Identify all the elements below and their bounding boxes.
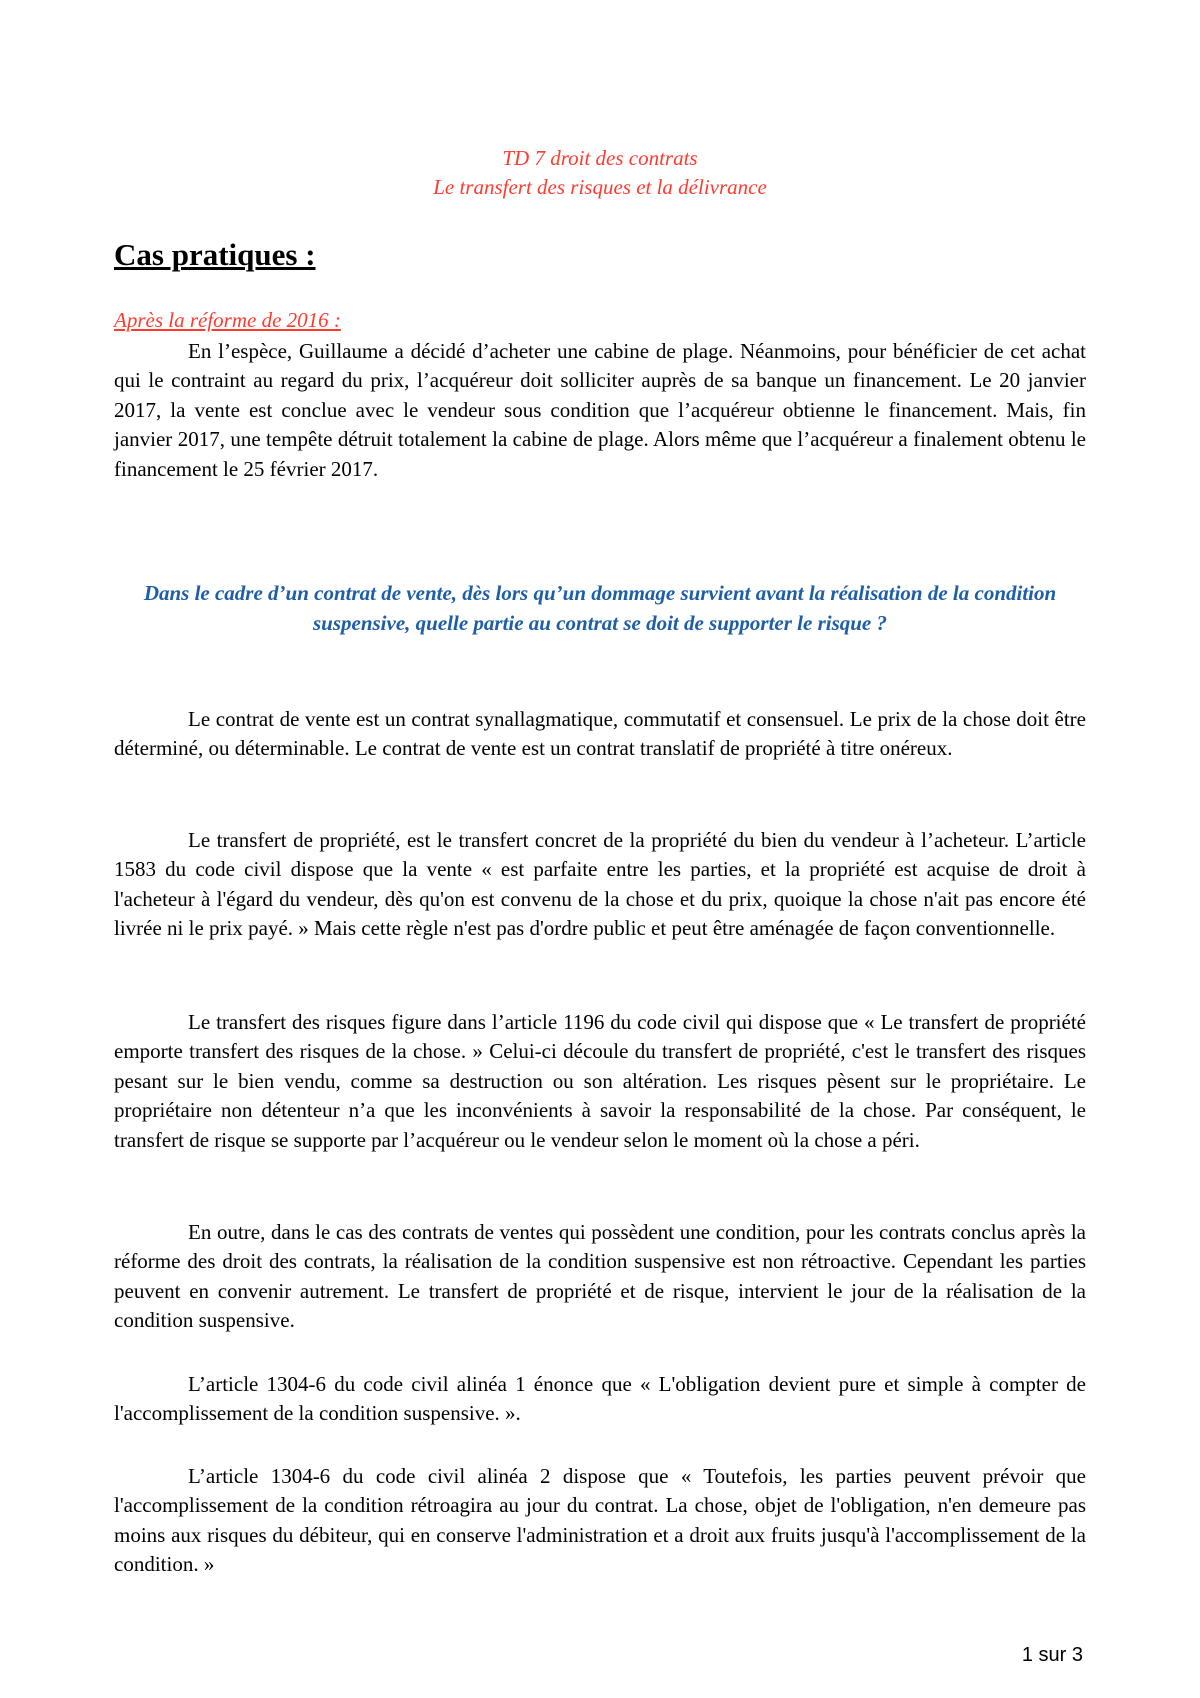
title-line-1: TD 7 droit des contrats <box>502 146 698 170</box>
title-line-2: Le transfert des risques et la délivrance <box>433 175 767 199</box>
paragraph-property-transfer: Le transfert de propriété, est le transfert concret de la propriété du bien du vendeur à l’acheteur. L’article 1583 du code civil dispose que la vente « est parfaite entre les parties, et la propriété est acquise de droit à l'acheteur à l'égard du vendeur, dès qu'on est convenu de la chose et du prix, quoique la chose n'ait pas encore été livrée ni le prix payé. » Mais cette règle n'est pas d'ordre public et peut être aménagée de façon conventionnelle. <box>114 828 1086 941</box>
subheading: Après la réforme de 2016 : <box>114 308 341 332</box>
document-title <box>114 144 1086 202</box>
paragraph-facts: En l’espèce, Guillaume a décidé d’acheter une cabine de plage. Néanmoins, pour bénéficier de cet achat qui le contraint au regard du prix, l’acquéreur doit solliciter auprès de sa banque un financement. Le 20 janvier 2017, la vente est conclue avec le vendeur sous condition que l’acquéreur obtienne le financement. Mais, fin janvier 2017, une tempête détruit totalement la cabine de plage. Alors même que l’acquéreur a finalement obtenu le financement le 25 février 2017. <box>114 339 1086 481</box>
section-heading: Cas pratiques : <box>114 237 316 272</box>
document-page <box>114 0 1086 1698</box>
paragraph-suspensive-condition: En outre, dans le cas des contrats de ventes qui possèdent une condition, pour les contrats conclus après la réforme des droit des contrats, la réalisation de la condition suspensive est non rétroactive. Cependant les parties peuvent en convenir autrement. Le transfert de propriété et de risque, intervient le jour de la réalisation de la condition suspensive. <box>114 1220 1086 1333</box>
paragraph-contract-definition: Le contrat de vente est un contrat synallagmatique, commutatif et consensuel. Le prix de la chose doit être déterminé, ou déterminable. Le contrat de vente est un contrat translatif de propriété à titre onéreux. <box>114 707 1086 761</box>
legal-question: Dans le cadre d’un contrat de vente, dès lors qu’un dommage survient avant la réalisation de la condition suspensive, quelle partie au contrat se doit de supporter le risque ? <box>143 581 1057 635</box>
page-number: 1 sur 3 <box>1021 1644 1083 1666</box>
paragraph-article-1304-6-al1: L’article 1304-6 du code civil alinéa 1 énonce que « L'obligation devient pure et simple à compter de l'accomplissement de la condition suspensive. ». <box>114 1372 1086 1426</box>
paragraph-article-1304-6-al2: L’article 1304-6 du code civil alinéa 2 dispose que « Toutefois, les parties peuvent prévoir que l'accomplissement de la condition rétroagira au jour du contrat. La chose, objet de l'obligation, n'en demeure pas moins aux risques du débiteur, qui en conserve l'administration et a droit aux fruits jusqu'à l'accomplissement de la condition. » <box>114 1464 1086 1577</box>
paragraph-risk-transfer: Le transfert des risques figure dans l’article 1196 du code civil qui dispose que « Le transfert de propriété emporte transfert des risques de la chose. » Celui-ci découle du transfert de propriété, c'est le transfert des risques pesant sur le bien vendu, comme sa destruction ou son altération. Les risques pèsent sur le propriétaire. Le propriétaire non détenteur n’a que les inconvénients à savoir la responsabilité de la chose. Par conséquent, le transfert de risque se supporte par l’acquéreur ou le vendeur selon le moment où la chose a péri. <box>114 1010 1086 1152</box>
